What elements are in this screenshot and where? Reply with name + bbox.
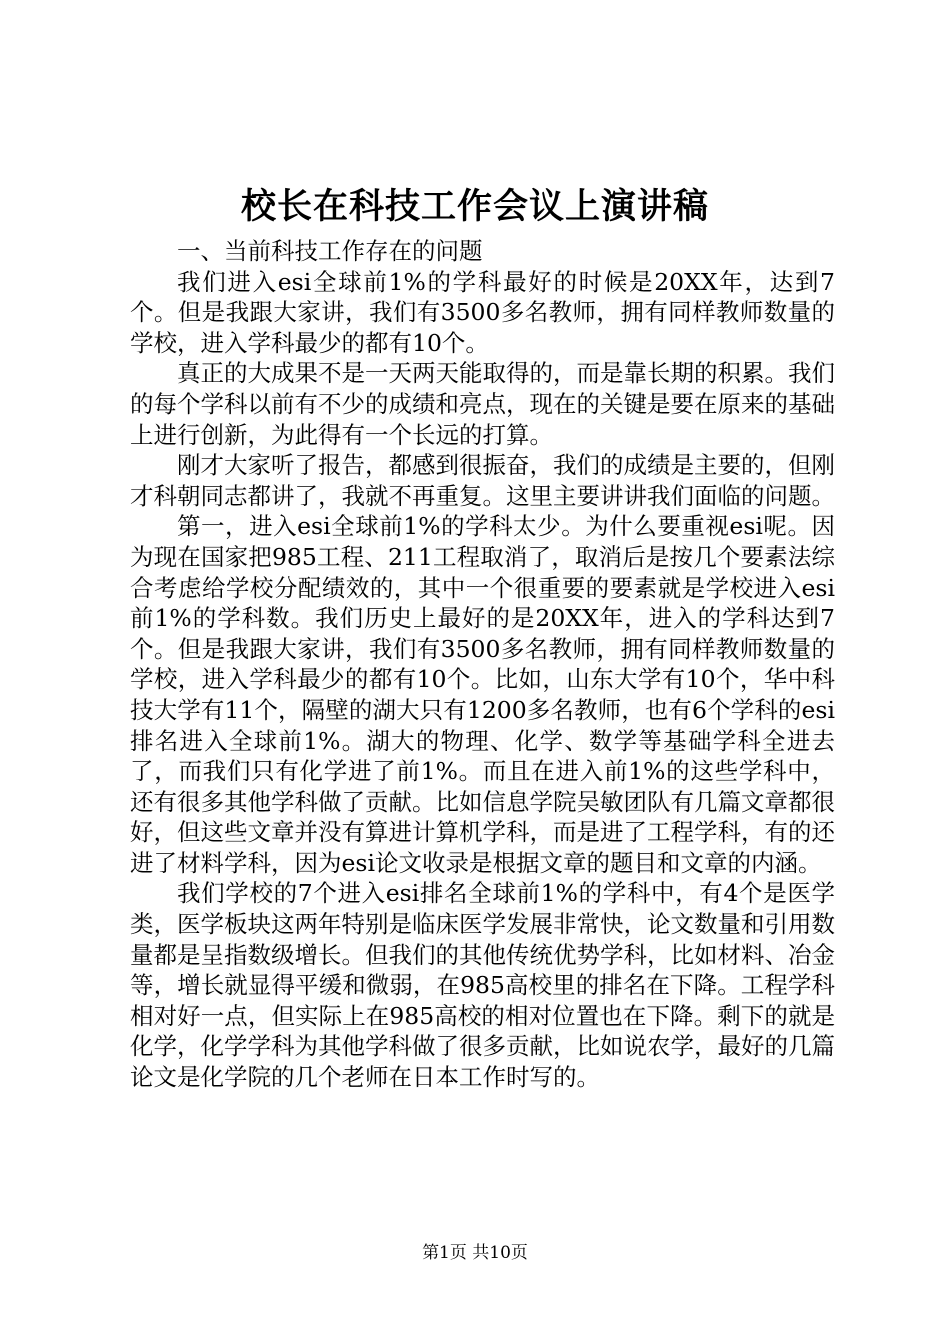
- paragraph: 第一，进入esi全球前1%的学科太少。为什么要重视esi呢。因为现在国家把985工程、211工程取消了，取消后是按几个要素法综合考虑给学校分配绩效的，其中一个很重要的要素就是学校进入esi前1%的学科数。我们历史上最好的是20XX年，进入的学科达到7个。但是我跟大家讲，我们有3500多名教师，拥有同样教师数量的学校，进入学科最少的都有10个。比如，山东大学有10个，华中科技大学有11个，隔壁的湖大只有1200多名教师，也有6个学科的esi排名进入全球前1%。湖大的物理、化学、数学等基础学科全进去了，而我们只有化学进了前1%。而且在进入前1%的这些学科中，还有很多其他学科做了贡献。比如信息学院吴敏团队有几篇文章都很好，但这些文章并没有算进计算机学科，而是进了工程学科，有的还进了材料学科，因为esi论文收录是根据文章的题目和文章的内涵。: [130, 512, 835, 877]
- page-footer: 第1页 共10页: [422, 1243, 528, 1263]
- paragraph: 刚才大家听了报告，都感到很振奋，我们的成绩是主要的，但刚才科朝同志都讲了，我就不再重复。这里主要讲讲我们面临的问题。: [130, 451, 835, 510]
- document-title: 校长在科技工作会议上演讲稿: [240, 186, 709, 227]
- document-body: [130, 236, 835, 1093]
- paragraph: 真正的大成果不是一天两天能取得的，而是靠长期的积累。我们的每个学科以前有不少的成绩和亮点，现在的关键是要在原来的基础上进行创新，为此得有一个长远的打算。: [130, 359, 835, 449]
- paragraph: 我们学校的7个进入esi排名全球前1%的学科中，有4个是医学类，医学板块这两年特别是临床医学发展非常快，论文数量和引用数量都是呈指数级增长。但我们的其他传统优势学科，比如材料、冶金等，增长就显得平缓和微弱，在985高校里的排名在下降。工程学科相对好一点，但实际上在985高校的相对位置也在下降。剩下的就是化学，化学学科为其他学科做了很多贡献，比如说农学，最好的几篇论文是化学院的几个老师在日本工作时写的。: [130, 879, 835, 1092]
- section-heading: 一、当前科技工作存在的问题: [177, 237, 483, 265]
- paragraph: 我们进入esi全球前1%的学科最好的时候是20XX年，达到7个。但是我跟大家讲，我们有3500多名教师，拥有同样教师数量的学校，进入学科最少的都有10个。: [130, 267, 835, 357]
